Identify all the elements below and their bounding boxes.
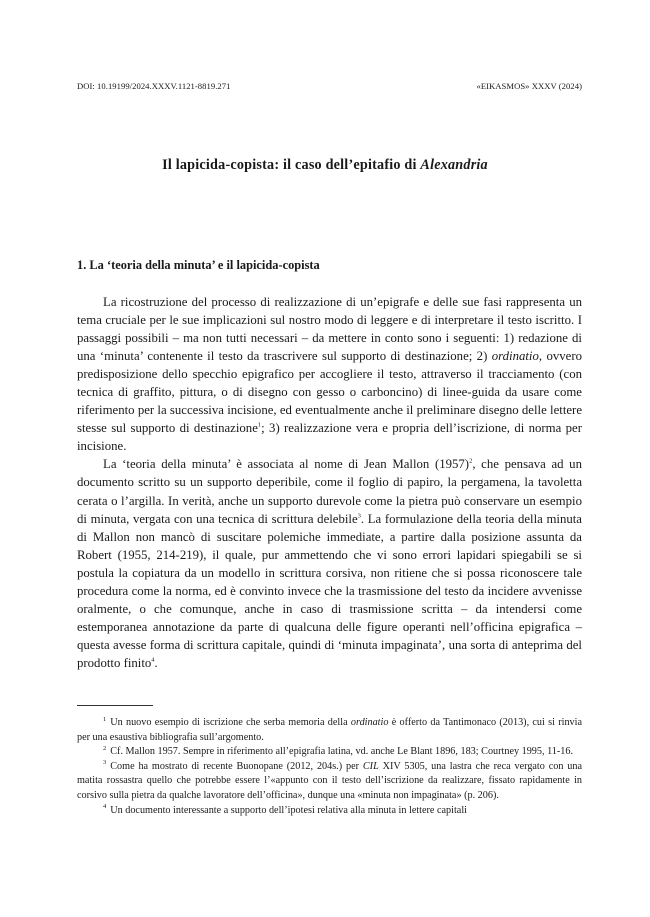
title-main: Il lapicida-copista: il caso dell’epitafio di <box>162 157 421 173</box>
journal-label: «EIKASMOS» XXXV (2024) <box>476 81 582 91</box>
title-italic: Alexandria <box>420 157 488 173</box>
footnote-number: 1 <box>103 715 107 723</box>
footnote-1: $^1$ Un nuovo esempio di iscrizione che serba memoria della ordinatio è offerto da Tantimonaco (2013), cui si rinvia per una esaustiva bibliografia sull’argomento. <box>77 715 582 743</box>
footnote-separator <box>77 705 153 706</box>
footnote-2: $^2$ Cf. Mallon 1957. Sempre in riferimento all’epigrafia latina, vd. anche Le Blant 1896, 183; Courtney 1995, 11-16. <box>103 744 574 758</box>
article-title <box>0 157 650 174</box>
doi-label: DOI: 10.19199/2024.XXXV.1121-8819.271 <box>77 81 231 91</box>
section-heading: 1. La ‘teoria della minuta’ e il lapicida-copista <box>77 258 320 272</box>
footnotes <box>77 716 582 818</box>
footnote-number: 3 <box>103 759 107 767</box>
running-header <box>77 81 582 91</box>
paragraph-2: La ‘teoria della minuta’ è associata al nome di Jean Mallon $(1957)^2$, che pensava ad un documento scritto su un supporto deperibile, come il foglio di papiro, la pergamena, la tavoletta cerata o l’argilla. In verità, anche un supporto durevole come la pietra può conservare un esempio di minuta, vergata con una tecnica di scrittura delebile$^3$. La formulazione della teoria della minuta di Mallon non mancò di suscitare polemiche immediate, a partire dalla posizione assunta da Robert (1955, 214-219), il quale, pur ammettendo che vi sono errori lapidari spiegabili se si postula la copiatura da un modello in scrittura corsiva, non ritiene che si possa riconoscere tale procedura come la norma, ed è convinto invece che la trasmissione del testo da incidere avvenisse oralmente, o che comunque, anche in caso di trasmissione scritta – da intendersi come estemporanea annotazione da parte di qualcuna delle figure operanti nell’officina epigrafica – questa avesse forma di scrittura capitale, quindi di ‘minuta impaginata’, una sorta di anteprima del prodotto finito$^4$. <box>77 457 582 670</box>
footnote-ref[interactable]: 3 <box>357 512 361 520</box>
footnote-number: 4 <box>103 803 107 811</box>
paragraph-1: La ricostruzione del processo di realizzazione di un’epigrafe e delle sue fasi rappresenta un tema cruciale per le sue implicazioni sul nostro modo di leggere e di interpretare il testo iscritto. I passaggi possibili – ma non tutti necessari – da mettere in conto sono i seguenti: 1) redazione di una ‘minuta’ contenente il testo da trascrivere sul supporto di destinazione; 2) ordinatio, ovvero predisposizione dello specchio epigrafico per accogliere il testo, attraverso il tracciamento (con tecnica di graffito, pittura, o di disegno con gesso o carboncino) di linee-guida da usare come riferimento per la successiva incisione, ed eventualmente anche il preliminare disegno delle lettere stesse sul supporto di destinazione$^1$; 3) realizzazione vera e propria dell’iscrizione, di norma per incisione. <box>77 295 582 454</box>
footnote-ref[interactable]: 2 <box>469 458 473 466</box>
footnote-4: $^4$ Un documento interessante a supporto dell’ipotesi relativa alla minuta in lettere capitali <box>103 803 467 816</box>
footnote-3: $^3$ Come ha mostrato di recente Buonopane (2012, 204s.) per CIL XIV 5305, una lastra che reca vergato con una matita rossastra quello che potrebbe essere l’«appunto con il testo dell’iscrizione da realizzare, fissato rapidamente in corsivo sulla pietra da qualche lavoratore dell’officina», dunque una «minuta non impaginata» (p. 206). <box>77 759 582 801</box>
footnote-number: 2 <box>103 744 107 752</box>
footnote-ref[interactable]: 1 <box>257 422 262 430</box>
footnote-ref[interactable]: 4 <box>151 656 155 664</box>
body-text <box>77 293 582 672</box>
